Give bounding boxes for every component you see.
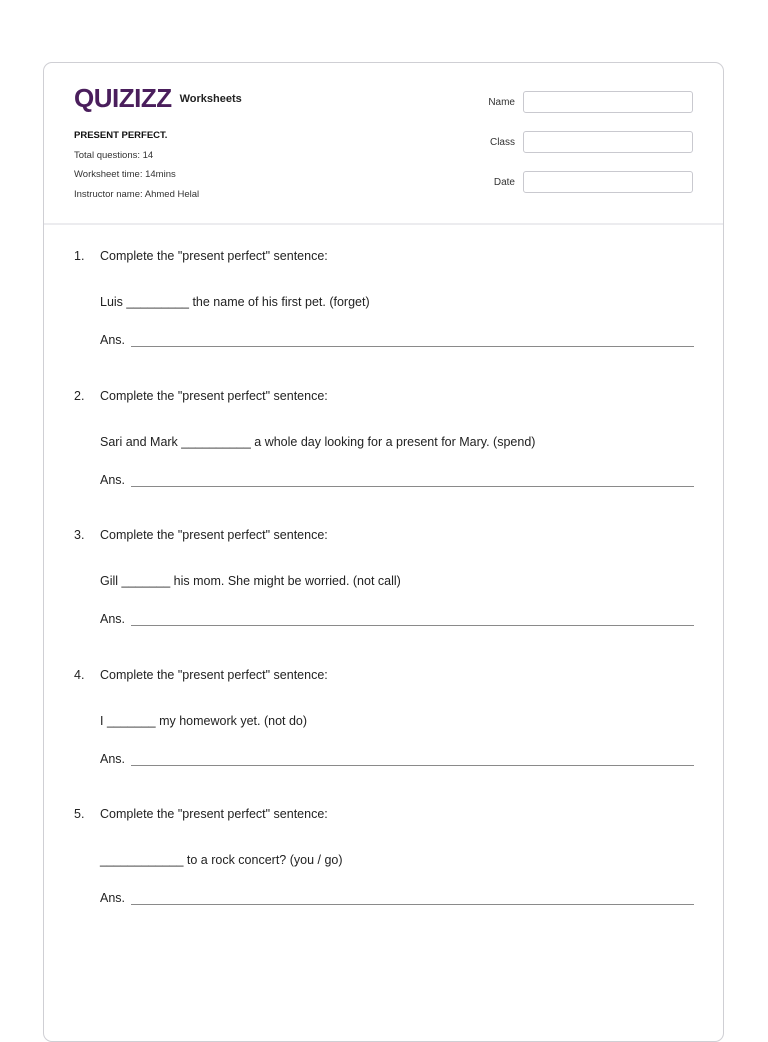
question-prompt-row xyxy=(74,249,694,263)
answer-row xyxy=(100,752,694,766)
question-prompt-row xyxy=(74,807,694,821)
worksheet xyxy=(43,62,724,1042)
answer-line[interactable] xyxy=(131,753,694,766)
brand-subtitle: Worksheets xyxy=(179,93,242,105)
answer-row xyxy=(100,473,694,487)
question-prompt: Complete the "present perfect" sentence: xyxy=(100,528,328,542)
class-field xyxy=(473,131,693,153)
question-4 xyxy=(74,668,694,766)
worksheet-header xyxy=(44,63,723,225)
question-sentence: I _______ my homework yet. (not do) xyxy=(100,714,308,728)
date-input[interactable] xyxy=(523,171,693,193)
question-prompt: Complete the "present perfect" sentence: xyxy=(100,249,328,263)
question-sentence: Gill _______ his mom. She might be worried. (not call) xyxy=(100,574,401,588)
worksheet-title: PRESENT PERFECT. xyxy=(74,130,168,141)
question-prompt: Complete the "present perfect" sentence: xyxy=(100,807,328,821)
question-2 xyxy=(74,389,694,487)
question-prompt-row xyxy=(74,389,694,403)
question-sentence: Luis _________ the name of his first pet. (forget) xyxy=(100,295,370,309)
question-3 xyxy=(74,528,694,626)
question-sentence: ____________ to a rock concert? (you / go) xyxy=(100,853,343,867)
question-number: 5. xyxy=(74,807,85,821)
question-prompt-row xyxy=(74,528,694,542)
question-5 xyxy=(74,807,694,905)
date-label: Date xyxy=(493,176,515,188)
name-field xyxy=(473,91,693,113)
question-prompt: Complete the "present perfect" sentence: xyxy=(100,389,328,403)
answer-row xyxy=(100,891,694,905)
question-number: 1. xyxy=(74,249,85,263)
question-1 xyxy=(74,249,694,347)
answer-label: Ans. xyxy=(100,473,126,487)
question-number: 4. xyxy=(74,668,85,682)
worksheet-time: Worksheet time: 14mins xyxy=(74,169,176,180)
answer-label: Ans. xyxy=(100,612,126,626)
worksheet-meta xyxy=(74,126,199,204)
class-label: Class xyxy=(489,136,515,148)
name-label: Name xyxy=(488,96,515,108)
question-prompt: Complete the "present perfect" sentence: xyxy=(100,668,328,682)
answer-row xyxy=(100,612,694,626)
question-number: 2. xyxy=(74,389,85,403)
instructor-name: Instructor name: Ahmed Helal xyxy=(74,188,200,200)
answer-line[interactable] xyxy=(131,613,694,626)
answer-line[interactable] xyxy=(131,334,694,347)
answer-line[interactable] xyxy=(131,474,694,487)
total-questions: Total questions: 14 xyxy=(74,149,154,161)
quizizz-logo: QUIZIZZ xyxy=(74,83,172,113)
question-prompt-row xyxy=(74,668,694,682)
answer-label: Ans. xyxy=(100,333,126,347)
answer-label: Ans. xyxy=(100,752,126,766)
answer-row xyxy=(100,333,694,347)
date-field xyxy=(473,171,693,193)
brand xyxy=(74,85,242,111)
question-number: 3. xyxy=(74,528,85,542)
name-input[interactable] xyxy=(523,91,693,113)
answer-line[interactable] xyxy=(131,892,694,905)
question-sentence: Sari and Mark __________ a whole day looking for a present for Mary. (spend) xyxy=(100,435,536,449)
answer-label: Ans. xyxy=(100,891,126,905)
class-input[interactable] xyxy=(523,131,693,153)
